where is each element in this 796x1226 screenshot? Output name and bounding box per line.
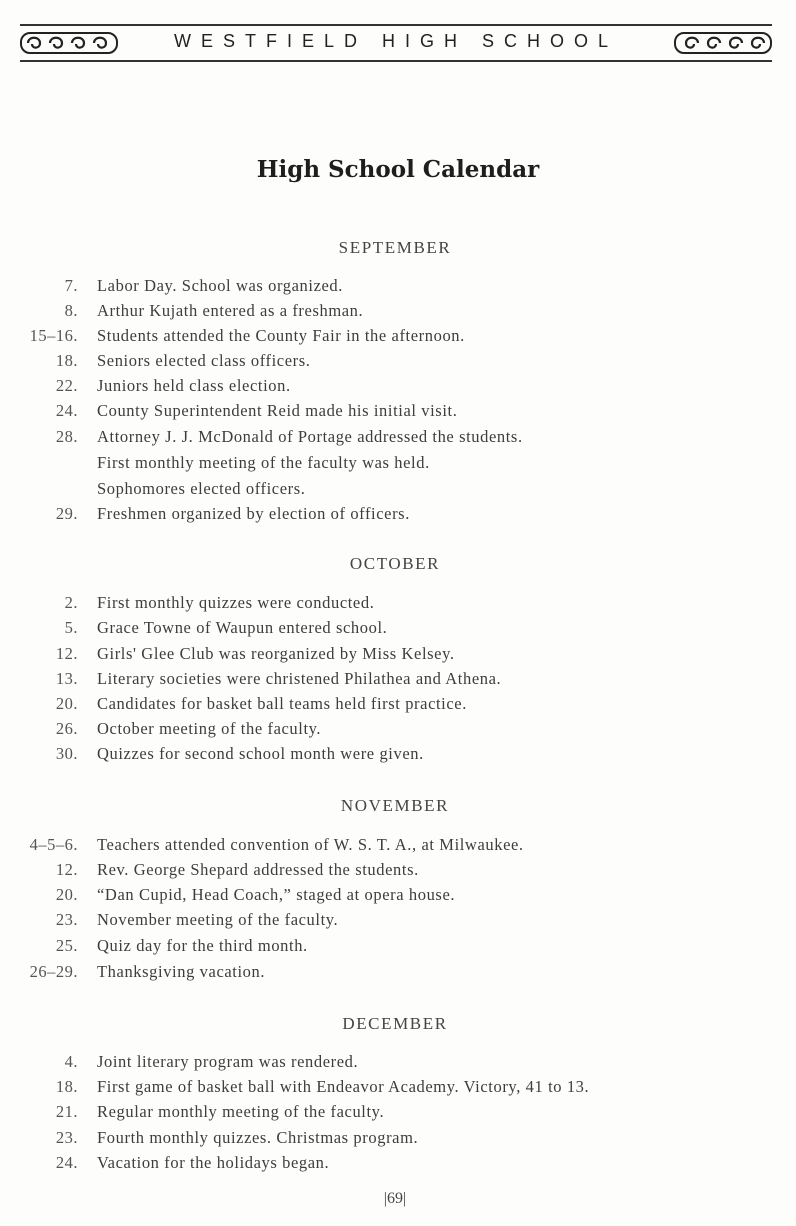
entry-text: November meeting of the faculty. [97, 910, 339, 929]
entry-date: 28. [55, 427, 78, 446]
school-name: WESTFIELD HIGH SCHOOL [173, 31, 619, 51]
calendar-entry [0, 1102, 790, 1127]
calendar-entry [0, 351, 790, 376]
entry-text: Arthur Kujath entered as a freshman. [97, 301, 364, 320]
entry-text: Quizzes for second school month were given. [97, 744, 424, 763]
entry-date: 23. [55, 910, 78, 929]
calendar-entry [0, 401, 790, 426]
calendar-entry [0, 669, 790, 694]
entry-date: 4–5–6. [29, 835, 78, 854]
entry-date: 8. [64, 301, 78, 320]
entry-date: 23. [55, 1128, 78, 1147]
calendar-entry [0, 835, 790, 860]
header-top-rule [20, 24, 772, 26]
scroll-ornament-icon [20, 31, 118, 55]
entry-date: 2. [64, 593, 78, 612]
entry-date: 24. [55, 1153, 78, 1172]
scroll-ornament-icon [674, 31, 772, 55]
entry-text: First game of basket ball with Endeavor Academy. Victory, 41 to 13. [97, 1077, 590, 1096]
entry-date: 13. [55, 669, 78, 688]
entry-date: 29. [55, 504, 78, 523]
entry-date: 20. [55, 694, 78, 713]
entry-date: 22. [55, 376, 78, 395]
entry-text: “Dan Cupid, Head Coach,” staged at opera house. [97, 885, 456, 904]
calendar-entry [0, 860, 790, 885]
calendar-entry [0, 719, 790, 744]
entry-date: 25. [55, 936, 78, 955]
entry-text: Sophomores elected officers. [97, 479, 306, 498]
calendar-entry [0, 744, 790, 769]
entry-date: 21. [55, 1102, 78, 1121]
entry-text: Freshmen organized by election of officers. [97, 504, 410, 523]
entry-text: Fourth monthly quizzes. Christmas program. [97, 1128, 419, 1147]
entry-text: Candidates for basket ball teams held first practice. [97, 694, 467, 713]
entry-date: 7. [64, 276, 78, 295]
page-number: |69| [383, 1190, 407, 1207]
entry-date: 30. [55, 744, 78, 763]
entry-date: 15–16. [29, 326, 78, 345]
month-heading-october: OCTOBER [349, 554, 441, 573]
entry-text: First monthly quizzes were conducted. [97, 593, 375, 612]
entry-date: 26. [55, 719, 78, 738]
entry-text: Thanksgiving vacation. [97, 962, 266, 981]
entry-date: 5. [64, 618, 78, 637]
entry-date: 20. [55, 885, 78, 904]
entry-text: Joint literary program was rendered. [97, 1052, 359, 1071]
month-heading-november: NOVEMBER [340, 796, 450, 815]
calendar-entry [0, 885, 790, 910]
entry-date: 12. [55, 644, 78, 663]
calendar-entry [0, 479, 790, 504]
calendar-entry [0, 962, 790, 987]
entry-text: Teachers attended convention of W. S. T. A., at Milwaukee. [97, 835, 524, 854]
calendar-entry [0, 1052, 790, 1077]
calendar-entry [0, 276, 790, 301]
calendar-entry [0, 910, 790, 935]
entry-text: Regular monthly meeting of the faculty. [97, 1102, 385, 1121]
entry-date: 24. [55, 401, 78, 420]
entry-text: Rev. George Shepard addressed the students. [97, 860, 419, 879]
entry-text: Vacation for the holidays began. [97, 1153, 330, 1172]
entry-text: First monthly meeting of the faculty was held. [97, 453, 430, 472]
entry-date: 12. [55, 860, 78, 879]
entry-date: 18. [55, 351, 78, 370]
entry-date: 26–29. [29, 962, 78, 981]
calendar-entry [0, 427, 790, 452]
entry-text: October meeting of the faculty. [97, 719, 322, 738]
entry-text: Juniors held class election. [97, 376, 291, 395]
entry-text: Attorney J. J. McDonald of Portage addressed the students. [97, 427, 523, 446]
calendar-entry [0, 301, 790, 326]
calendar-entry [0, 1077, 790, 1102]
calendar-entry [0, 694, 790, 719]
month-heading-december: DECEMBER [342, 1014, 448, 1033]
entry-text: Students attended the County Fair in the afternoon. [97, 326, 465, 345]
calendar-entry [0, 326, 790, 351]
calendar-entry [0, 644, 790, 669]
entry-text: Literary societies were christened Philathea and Athena. [97, 669, 502, 688]
calendar-entry [0, 504, 790, 529]
calendar-entry [0, 453, 790, 478]
calendar-entry [0, 1128, 790, 1153]
calendar-entry [0, 936, 790, 961]
entry-text: Grace Towne of Waupun entered school. [97, 618, 388, 637]
running-header [20, 24, 772, 62]
entry-date: 18. [55, 1077, 78, 1096]
entry-text: Girls' Glee Club was reorganized by Miss Kelsey. [97, 644, 455, 663]
page-title: High School Calendar [256, 156, 540, 183]
calendar-entry [0, 593, 790, 618]
header-bottom-rule [20, 60, 772, 62]
month-heading-september: SEPTEMBER [338, 238, 452, 257]
entry-text: County Superintendent Reid made his initial visit. [97, 401, 458, 420]
entry-text: Quiz day for the third month. [97, 936, 308, 955]
entry-text: Seniors elected class officers. [97, 351, 311, 370]
entry-text: Labor Day. School was organized. [97, 276, 344, 295]
entry-date: 4. [64, 1052, 78, 1071]
calendar-entry [0, 376, 790, 401]
calendar-entry [0, 618, 790, 643]
calendar-entry [0, 1153, 790, 1178]
